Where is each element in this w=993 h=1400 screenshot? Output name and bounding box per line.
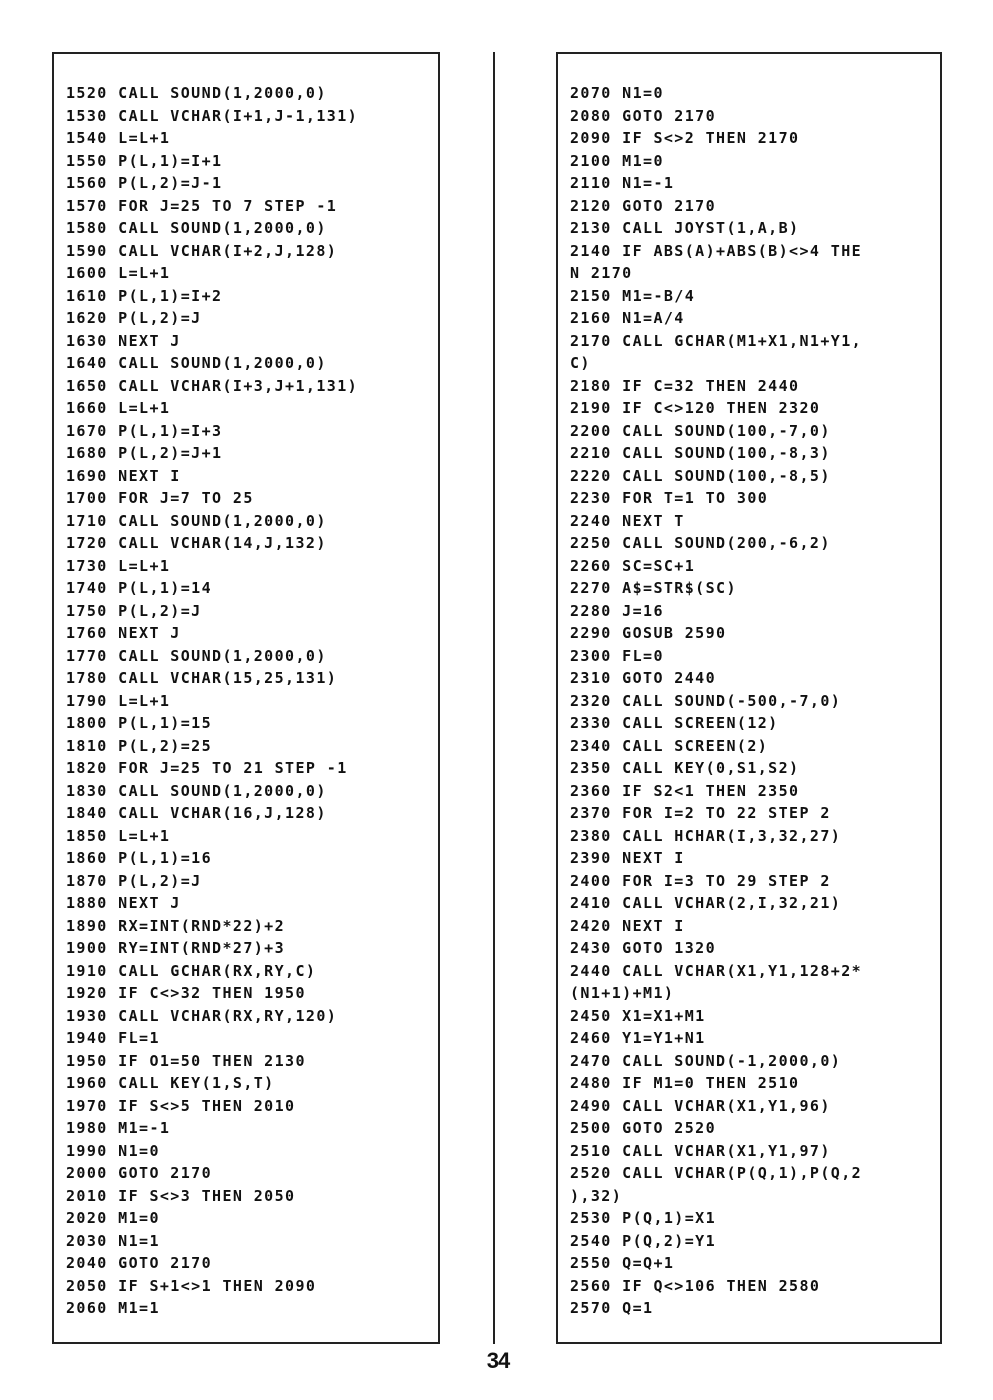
code-line: 2030 N1=1 xyxy=(66,1231,160,1250)
code-line: 2130 CALL JOYST(1,A,B) xyxy=(570,219,800,237)
center-divider xyxy=(493,52,495,1344)
code-line: 1830 CALL SOUND(1,2000,0) xyxy=(66,781,327,800)
code-line: 2350 CALL KEY(0,S1,S2) xyxy=(570,759,800,777)
code-line: 1790 L=L+1 xyxy=(66,691,171,710)
code-line: 1640 CALL SOUND(1,2000,0) xyxy=(66,354,327,372)
code-line: 2460 Y1=Y1+N1 xyxy=(570,1029,706,1047)
code-line: 1600 L=L+1 xyxy=(66,264,171,282)
code-line: 2300 FL=0 xyxy=(570,646,664,665)
code-line: 1560 P(L,2)=J-1 xyxy=(66,174,223,192)
code-line: 1900 RY=INT(RND*27)+3 xyxy=(66,939,286,957)
code-line: 1730 L=L+1 xyxy=(66,556,171,575)
code-line: C) xyxy=(570,354,591,372)
code-line: 2090 IF S<>2 THEN 2170 xyxy=(570,129,800,147)
code-line: 2000 GOTO 2170 xyxy=(66,1164,213,1182)
code-line: 2430 GOTO 1320 xyxy=(570,939,717,957)
code-line: 2050 IF S+1<>1 THEN 2090 xyxy=(66,1276,317,1295)
code-line: 2070 N1=0 xyxy=(570,84,664,102)
code-line: 2450 X1=X1+M1 xyxy=(570,1006,706,1025)
code-line: 1950 IF O1=50 THEN 2130 xyxy=(66,1051,306,1070)
code-line: 2100 M1=0 xyxy=(570,151,664,170)
code-line: 2080 GOTO 2170 xyxy=(570,106,717,125)
code-line: 2480 IF M1=0 THEN 2510 xyxy=(570,1074,800,1092)
code-line: 2230 FOR T=1 TO 300 xyxy=(570,489,769,507)
code-line: 1850 L=L+1 xyxy=(66,826,171,845)
code-line: 2560 IF Q<>106 THEN 2580 xyxy=(570,1276,821,1295)
code-line: 2380 CALL HCHAR(I,3,32,27) xyxy=(570,826,842,845)
code-line: 1870 P(L,2)=J xyxy=(66,871,202,890)
code-line: 1860 P(L,1)=16 xyxy=(66,849,213,867)
code-line: 2390 NEXT I xyxy=(570,849,685,867)
code-line: 1940 FL=1 xyxy=(66,1029,160,1047)
code-line: 2470 CALL SOUND(-1,2000,0) xyxy=(570,1051,842,1070)
code-line: 2330 CALL SCREEN(12) xyxy=(570,714,779,732)
code-line: 2110 N1=-1 xyxy=(570,174,675,192)
code-line: 2260 SC=SC+1 xyxy=(570,556,696,575)
code-line: 2550 Q=Q+1 xyxy=(570,1254,675,1272)
code-line: 1960 CALL KEY(1,S,T) xyxy=(66,1074,275,1092)
code-line: 1650 CALL VCHAR(I+3,J+1,131) xyxy=(66,376,359,395)
code-line: 2500 GOTO 2520 xyxy=(570,1119,717,1137)
code-line: 2140 IF ABS(A)+ABS(B)<>4 THE xyxy=(570,241,863,260)
code-line: 2060 M1=1 xyxy=(66,1299,160,1317)
code-line: 1760 NEXT J xyxy=(66,624,181,642)
code-line: 2320 CALL SOUND(-500,-7,0) xyxy=(570,691,842,710)
code-line: 1720 CALL VCHAR(14,J,132) xyxy=(66,534,327,552)
code-line: 2120 GOTO 2170 xyxy=(570,196,717,215)
code-line: 2160 N1=A/4 xyxy=(570,309,685,327)
code-line: 1660 L=L+1 xyxy=(66,399,171,417)
code-line: 2210 CALL SOUND(100,-8,3) xyxy=(570,444,831,462)
code-line: 2360 IF S2<1 THEN 2350 xyxy=(570,781,800,800)
code-line: 2410 CALL VCHAR(2,I,32,21) xyxy=(570,894,842,912)
code-line: 1540 L=L+1 xyxy=(66,129,171,147)
code-line: 2340 CALL SCREEN(2) xyxy=(570,736,769,755)
code-line: 2400 FOR I=3 TO 29 STEP 2 xyxy=(570,871,831,890)
code-line: 2530 P(Q,1)=X1 xyxy=(570,1209,717,1227)
code-line: 1710 CALL SOUND(1,2000,0) xyxy=(66,511,327,530)
code-line: 2010 IF S<>3 THEN 2050 xyxy=(66,1186,296,1205)
code-line: (N1+1)+M1) xyxy=(570,984,675,1002)
code-line: 1980 M1=-1 xyxy=(66,1119,171,1137)
left-listing-panel xyxy=(52,52,440,1344)
code-line: 2250 CALL SOUND(200,-6,2) xyxy=(570,534,831,552)
page-number: 34 xyxy=(486,1348,510,1373)
code-line: 2200 CALL SOUND(100,-7,0) xyxy=(570,421,831,440)
code-line: 2420 NEXT I xyxy=(570,916,685,935)
code-line: 2570 Q=1 xyxy=(570,1299,654,1317)
left-code-listing xyxy=(66,82,432,1320)
code-line: 1630 NEXT J xyxy=(66,331,181,350)
code-line: 2510 CALL VCHAR(X1,Y1,97) xyxy=(570,1141,831,1160)
code-line: 1910 CALL GCHAR(RX,RY,C) xyxy=(66,961,317,980)
code-line: 2040 GOTO 2170 xyxy=(66,1254,213,1272)
code-line: 1520 CALL SOUND(1,2000,0) xyxy=(66,84,327,102)
code-line: 1840 CALL VCHAR(16,J,128) xyxy=(66,804,327,822)
code-line: 1700 FOR J=7 TO 25 xyxy=(66,489,254,507)
code-line: 2310 GOTO 2440 xyxy=(570,669,717,687)
code-line: 1810 P(L,2)=25 xyxy=(66,736,213,755)
code-line: 2490 CALL VCHAR(X1,Y1,96) xyxy=(570,1096,831,1115)
code-line: 2190 IF C<>120 THEN 2320 xyxy=(570,399,821,417)
code-line: 1530 CALL VCHAR(I+1,J-1,131) xyxy=(66,106,359,125)
code-line: 1800 P(L,1)=15 xyxy=(66,714,213,732)
code-line: 1670 P(L,1)=I+3 xyxy=(66,421,223,440)
code-line: 1990 N1=0 xyxy=(66,1141,160,1160)
code-line: 2520 CALL VCHAR(P(Q,1),P(Q,2 xyxy=(570,1164,863,1182)
code-line: 2440 CALL VCHAR(X1,Y1,128+2* xyxy=(570,961,863,980)
code-line: 1690 NEXT I xyxy=(66,466,181,485)
code-line: 1770 CALL SOUND(1,2000,0) xyxy=(66,646,327,665)
code-line: 2170 CALL GCHAR(M1+X1,N1+Y1, xyxy=(570,331,863,350)
code-line: 2240 NEXT T xyxy=(570,511,685,530)
code-line: 2280 J=16 xyxy=(570,601,664,620)
code-line: 2290 GOSUB 2590 xyxy=(570,624,727,642)
right-listing-panel xyxy=(556,52,942,1344)
code-line: 1930 CALL VCHAR(RX,RY,120) xyxy=(66,1006,338,1025)
code-line: 2220 CALL SOUND(100,-8,5) xyxy=(570,466,831,485)
code-line: N 2170 xyxy=(570,264,633,282)
code-line: 1750 P(L,2)=J xyxy=(66,601,202,620)
code-line: 1550 P(L,1)=I+1 xyxy=(66,151,223,170)
code-line: 1590 CALL VCHAR(I+2,J,128) xyxy=(66,241,338,260)
code-line: 1610 P(L,1)=I+2 xyxy=(66,286,223,305)
code-line: 1570 FOR J=25 TO 7 STEP -1 xyxy=(66,196,338,215)
code-line: 2150 M1=-B/4 xyxy=(570,286,696,305)
code-line: ),32) xyxy=(570,1186,623,1205)
code-line: 1620 P(L,2)=J xyxy=(66,309,202,327)
code-line: 1920 IF C<>32 THEN 1950 xyxy=(66,984,306,1002)
code-line: 2020 M1=0 xyxy=(66,1209,160,1227)
code-line: 1580 CALL SOUND(1,2000,0) xyxy=(66,219,327,237)
code-line: 1970 IF S<>5 THEN 2010 xyxy=(66,1096,296,1115)
code-line: 2270 A$=STR$(SC) xyxy=(570,579,737,597)
code-line: 1780 CALL VCHAR(15,25,131) xyxy=(66,669,338,687)
code-line: 1740 P(L,1)=14 xyxy=(66,579,213,597)
code-line: 2540 P(Q,2)=Y1 xyxy=(570,1231,717,1250)
code-line: 1680 P(L,2)=J+1 xyxy=(66,444,223,462)
code-line: 2180 IF C=32 THEN 2440 xyxy=(570,376,800,395)
code-line: 1820 FOR J=25 TO 21 STEP -1 xyxy=(66,759,348,777)
code-line: 1890 RX=INT(RND*22)+2 xyxy=(66,916,286,935)
right-code-listing xyxy=(570,82,934,1320)
code-line: 1880 NEXT J xyxy=(66,894,181,912)
code-line: 2370 FOR I=2 TO 22 STEP 2 xyxy=(570,804,831,822)
